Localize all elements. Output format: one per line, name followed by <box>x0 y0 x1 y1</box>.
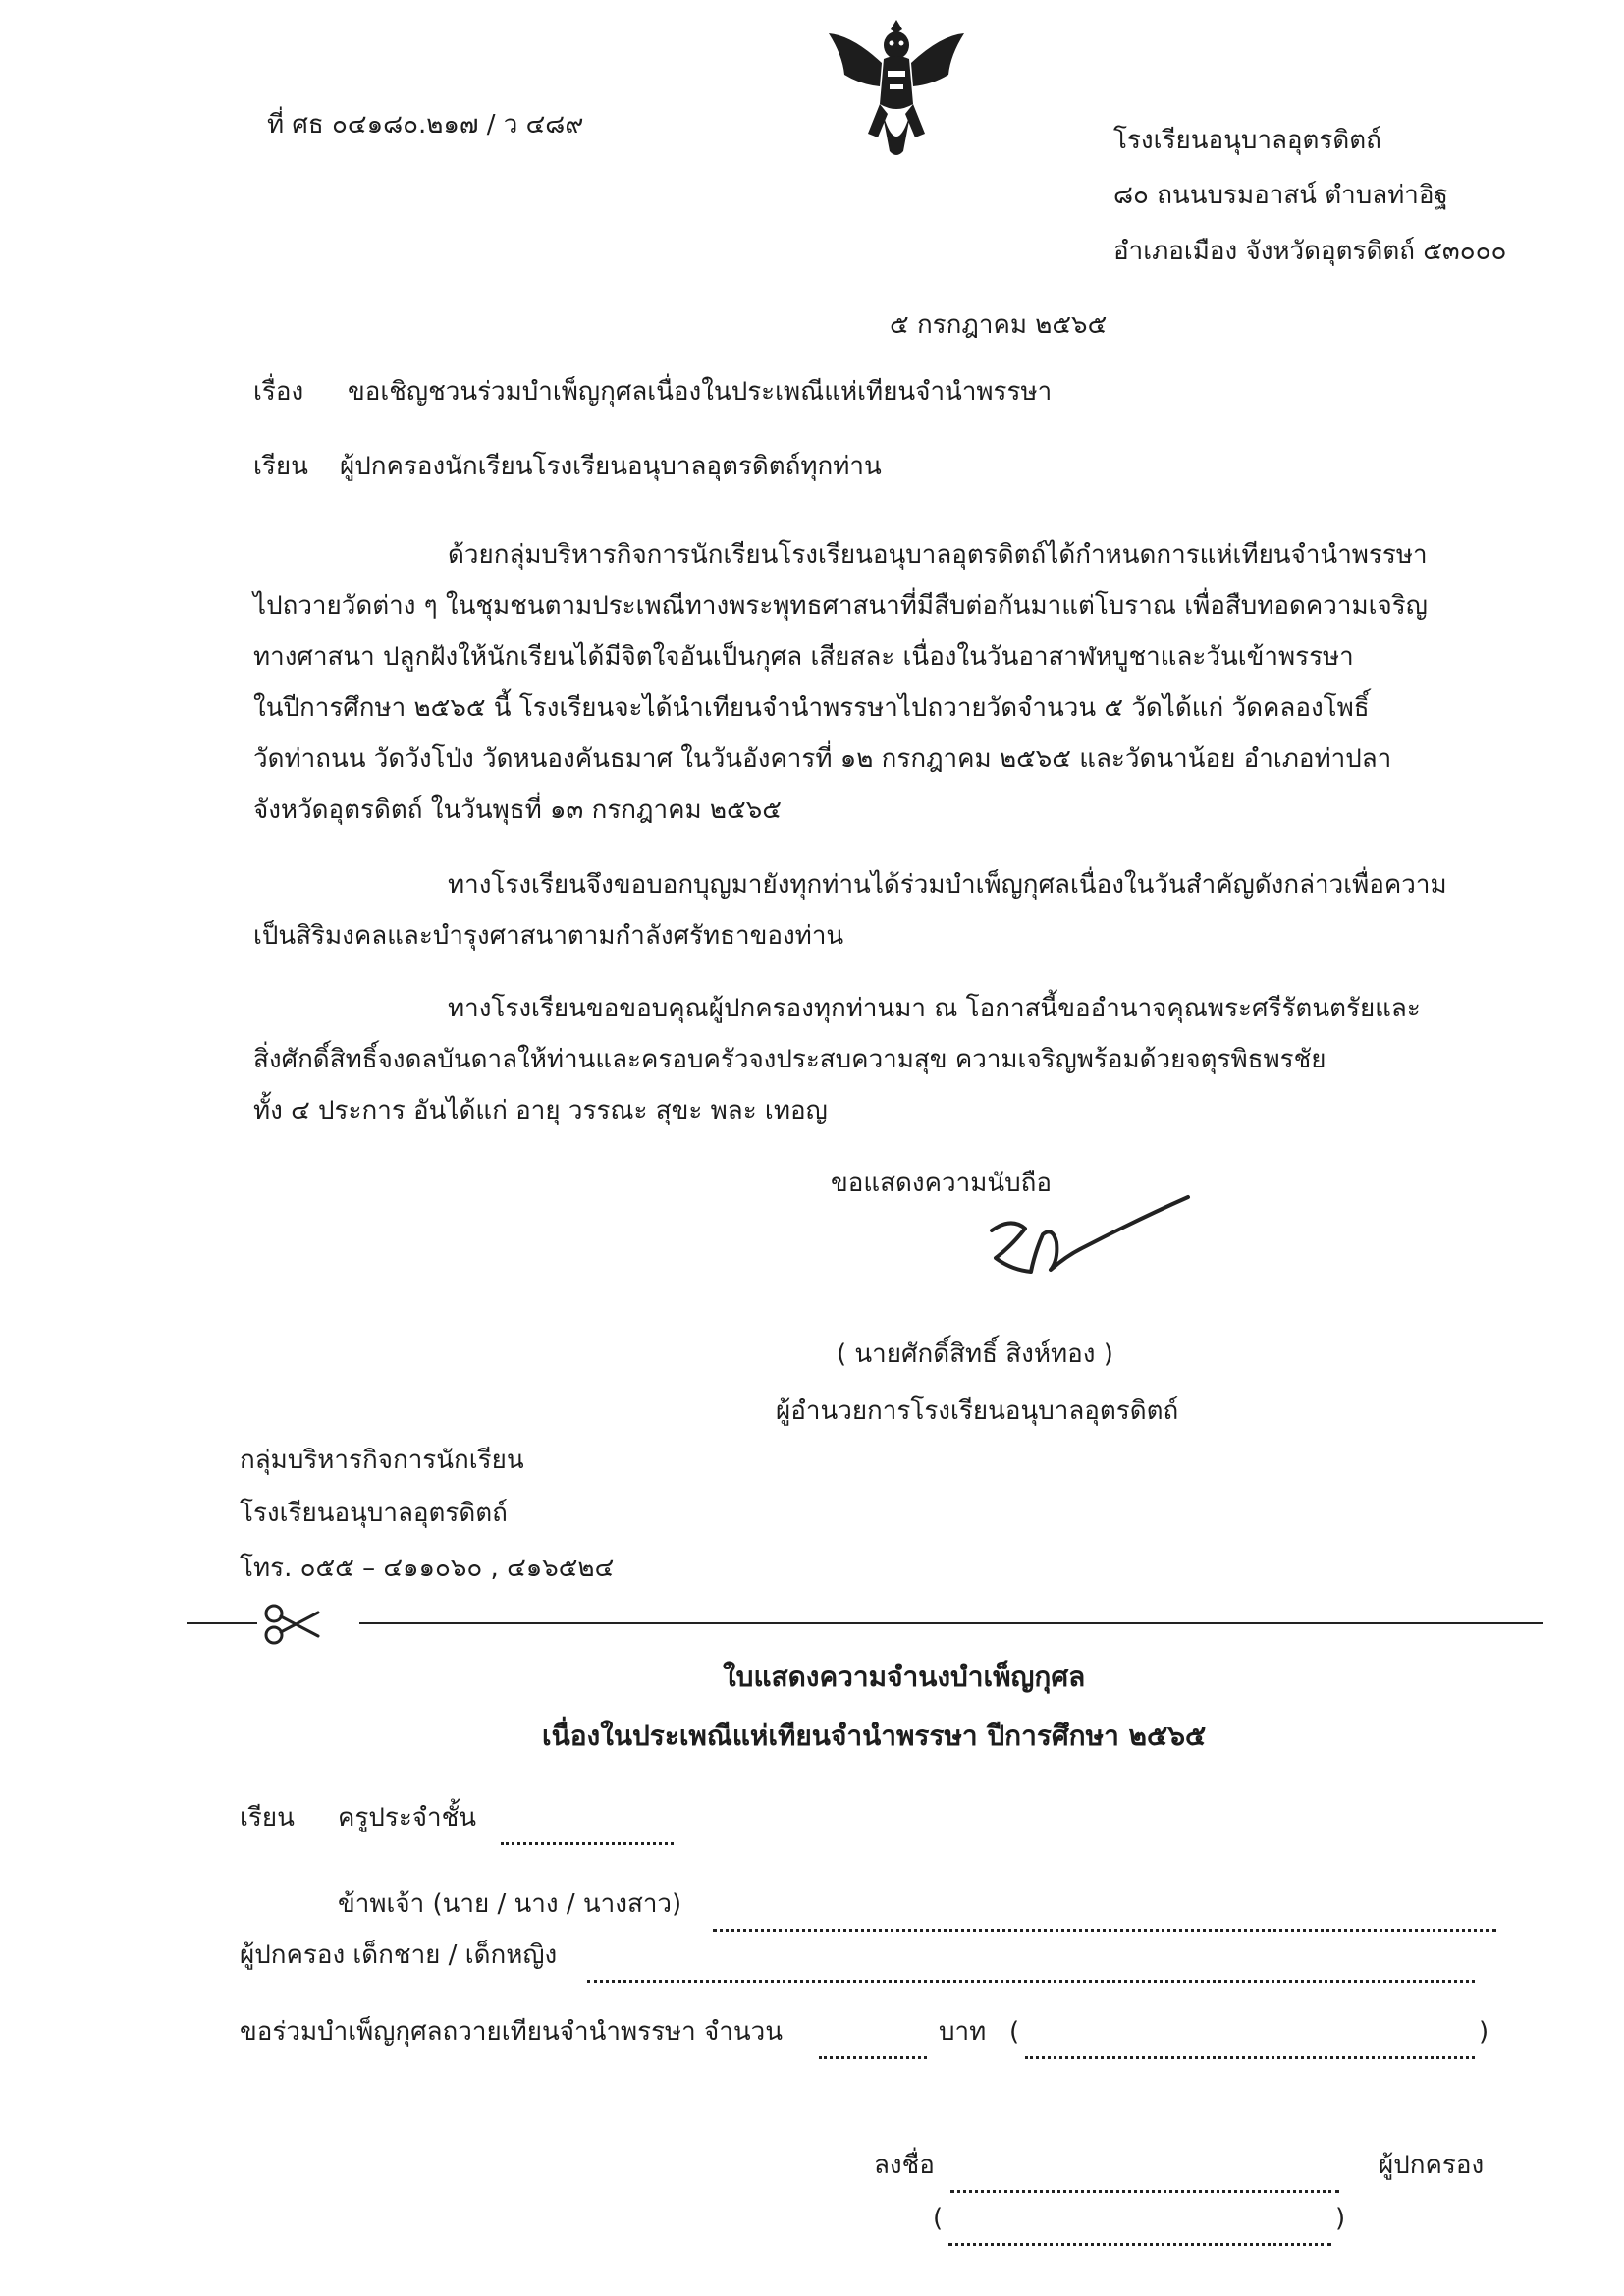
form-baht-label: บาท <box>939 2017 987 2047</box>
subject-text: ขอเชิญชวนร่วมบำเพ็ญกุศลเนื่องในประเพณีแห่เทียนจำนำพรรษา <box>348 377 1053 407</box>
garuda-emblem-icon <box>823 16 970 163</box>
salutation-label: เรียน <box>253 452 308 481</box>
cut-line-left <box>187 1622 257 1624</box>
teacher-field[interactable] <box>501 1825 674 1850</box>
salutation-text: ผู้ปกครองนักเรียนโรงเรียนอนุบาลอุตรดิตถ์ทุกท่าน <box>340 452 882 481</box>
body-line: เป็นสิริมงคลและบำรุงศาสนาตามกำลังศรัทธาของท่าน <box>253 921 844 951</box>
body-line: ไปถวายวัดต่าง ๆ ในชุมชนตามประเพณีทางพระพุทธศาสนาที่มีสืบต่อกันมาแต่โบราณ เพื่อสืบทอดความเจริญ <box>253 591 1428 621</box>
student-name-field[interactable] <box>587 1962 1475 1988</box>
form-subtitle: เนื่องในประเพณีแห่เทียนจำนำพรรษา ปีการศึกษา ๒๕๖๕ <box>542 1720 1207 1752</box>
open-paren: ( <box>933 2204 944 2233</box>
cut-line-right <box>359 1622 1543 1624</box>
contact-phone: โทร. ๐๕๕ – ๔๑๑๐๖๐ , ๔๑๖๕๒๔ <box>240 1554 615 1583</box>
form-donation-label: ขอร่วมบำเพ็ญกุศลถวายเทียนจำนำพรรษา จำนวน <box>240 2017 784 2047</box>
school-name-address: โรงเรียนอนุบาลอุตรดิตถ์ <box>1113 126 1381 155</box>
signer-position: ผู้อำนวยการโรงเรียนอนุบาลอุตรดิตถ์ <box>776 1396 1179 1426</box>
body-line: ทางโรงเรียนขอขอบคุณผู้ปกครองทุกท่านมา ณ โอกาสนี้ขออำนาจคุณพระศรีรัตนตรัยและ <box>448 994 1421 1023</box>
subject-label: เรื่อง <box>253 377 304 407</box>
contact-school: โรงเรียนอนุบาลอุตรดิตถ์ <box>240 1499 508 1528</box>
signer-name: ( นายศักดิ์สิทธิ์ สิงห์ทอง ) <box>837 1339 1113 1369</box>
body-line: ในปีการศึกษา ๒๕๖๕ นี้ โรงเรียนจะได้นำเทียนจำนำพรรษาไปถวายวัดจำนวน ๕ วัดได้แก่ วัดคลองโพธิ์ <box>253 693 1370 723</box>
body-line: สิ่งศักดิ์สิทธิ์จงดลบันดาลให้ท่านและครอบครัวจงประสบความสุข ความเจริญพร้อมด้วยจตุรพิธพรชัย <box>253 1045 1326 1074</box>
complimentary-close: ขอแสดงความนับถือ <box>831 1169 1052 1198</box>
form-guardian-label: ผู้ปกครอง เด็กชาย / เด็กหญิง <box>240 1941 558 1970</box>
scissors-icon <box>263 1603 322 1646</box>
form-sign-label: ลงชื่อ <box>874 2151 935 2180</box>
form-title: ใบแสดงความจำนงบำเพ็ญกุศล <box>723 1661 1086 1693</box>
donation-words-field[interactable] <box>1025 2039 1475 2064</box>
close-paren: ) <box>1479 2017 1489 2047</box>
document-number: ที่ ศธ ๐๔๑๘๐.๒๑๗ / ว ๔๘๙ <box>267 110 584 139</box>
open-paren: ( <box>1009 2017 1020 2047</box>
school-street-address: ๘๐ ถนนบรมอาสน์ ตำบลท่าอิฐ <box>1113 181 1448 210</box>
body-line: ทั้ง ๔ ประการ อันได้แก่ อายุ วรรณะ สุขะ พละ เทอญ <box>253 1096 828 1125</box>
form-to-label: เรียน <box>240 1803 295 1832</box>
body-line: ทางโรงเรียนจึงขอบอกบุญมายังทุกท่านได้ร่วมบำเพ็ญกุศลเนื่องในวันสำคัญดังกล่าวเพื่อความ <box>448 870 1447 900</box>
guardian-signature-field[interactable] <box>950 2172 1339 2198</box>
letter-date: ๕ กรกฎาคม ๒๕๖๕ <box>890 310 1108 340</box>
donation-amount-field[interactable] <box>819 2039 927 2064</box>
contact-department: กลุ่มบริหารกิจการนักเรียน <box>240 1446 524 1475</box>
body-line: ทางศาสนา ปลูกฝังให้นักเรียนได้มีจิตใจอันเป็นกุศล เสียสละ เนื่องในวันอาสาฬหบูชาและวันเข้าพรรษา <box>253 642 1354 672</box>
form-name-label: ข้าพเจ้า (นาย / นาง / นางสาว) <box>338 1889 682 1919</box>
handwritten-signature-icon <box>972 1164 1218 1301</box>
guardian-name-field[interactable] <box>713 1911 1496 1937</box>
form-to-text: ครูประจำชั้น <box>338 1803 477 1832</box>
body-line: วัดท่าถนน วัดวังโป่ง วัดหนองคันธมาศ ในวันอังคารที่ ๑๒ กรกฎาคม ๒๕๖๕ และวัดนาน้อย อำเภอท่าปลา <box>253 744 1392 774</box>
form-sign-role: ผู้ปกครอง <box>1379 2151 1485 2180</box>
guardian-printed-name-field[interactable] <box>948 2225 1331 2251</box>
body-line: ด้วยกลุ่มบริหารกิจการนักเรียนโรงเรียนอนุบาลอุตรดิตถ์ได้กำหนดการแห่เทียนจำนำพรรษา <box>448 540 1428 570</box>
body-line: จังหวัดอุตรดิตถ์ ในวันพุธที่ ๑๓ กรกฎาคม ๒๕๖๕ <box>253 795 782 825</box>
close-paren: ) <box>1335 2204 1346 2233</box>
school-district-address: อำเภอเมือง จังหวัดอุตรดิตถ์ ๕๓๐๐๐ <box>1113 237 1507 266</box>
